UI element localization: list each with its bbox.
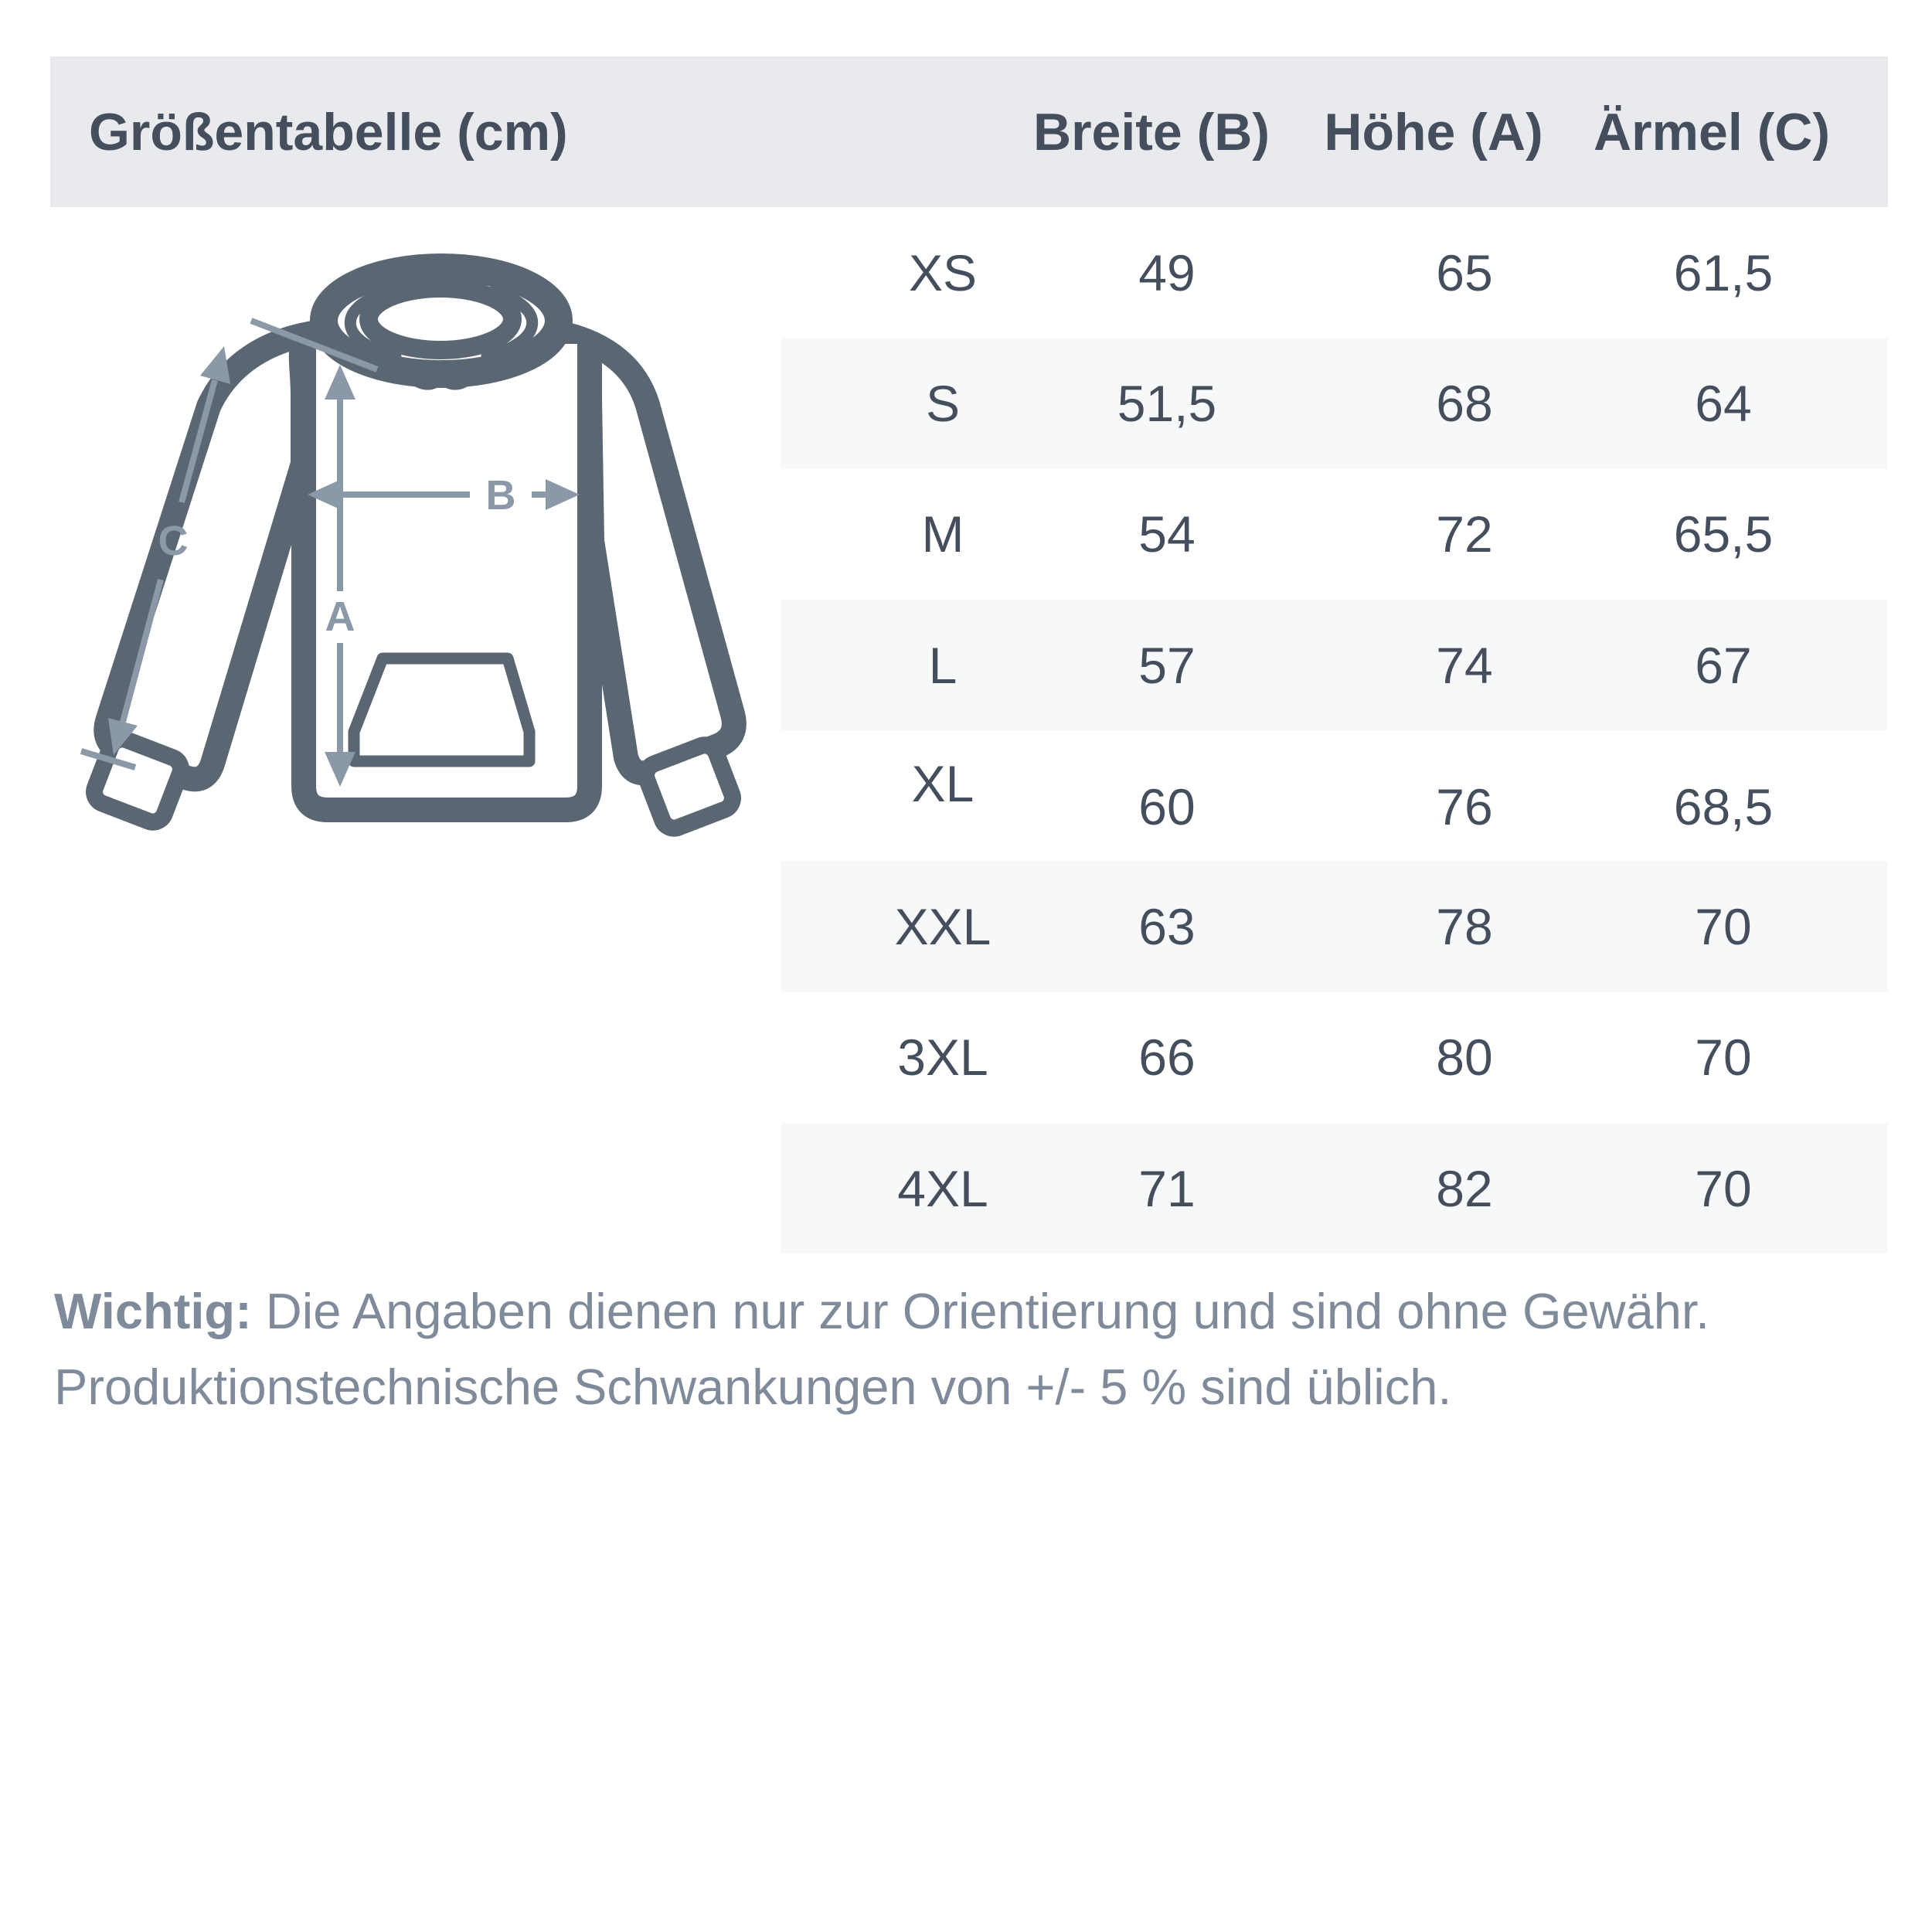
hoodie-measurement-diagram bbox=[46, 201, 781, 881]
table-row-m bbox=[781, 469, 1888, 600]
hoehe-cell: 78 bbox=[1436, 898, 1493, 956]
hoodie-right-cuff-icon bbox=[642, 742, 736, 832]
table-header-bar bbox=[50, 56, 1888, 207]
measure-b-label: B bbox=[485, 472, 516, 519]
size-cell: XS bbox=[908, 243, 978, 301]
size-cell: XL bbox=[911, 754, 975, 812]
table-row-xs bbox=[781, 207, 1888, 338]
disclaimer-bold-word: Wichtig: bbox=[54, 1283, 252, 1339]
hoehe-cell: 72 bbox=[1436, 505, 1493, 563]
size-cell: XXL bbox=[894, 898, 992, 956]
table-row-s bbox=[781, 338, 1888, 468]
hoehe-cell: 76 bbox=[1436, 777, 1493, 835]
column-header-hoehe: Höhe (A) bbox=[1324, 102, 1543, 162]
size-cell: S bbox=[925, 374, 961, 432]
column-header-breite: Breite (B) bbox=[1032, 102, 1270, 162]
disclaimer-note bbox=[54, 1274, 1878, 1425]
hoehe-cell: 74 bbox=[1436, 636, 1493, 694]
size-cell: M bbox=[921, 505, 964, 563]
aermel-cell: 68,5 bbox=[1673, 777, 1774, 835]
measure-c-label: C bbox=[158, 518, 189, 564]
hoodie-pocket-icon bbox=[354, 658, 529, 761]
aermel-cell: 70 bbox=[1695, 1029, 1752, 1087]
aermel-cell: 64 bbox=[1695, 374, 1752, 432]
hoehe-cell: 82 bbox=[1436, 1159, 1493, 1217]
disclaimer-line-1 bbox=[54, 1274, 1878, 1349]
size-cell: L bbox=[928, 636, 957, 694]
aermel-cell: 67 bbox=[1695, 636, 1752, 694]
disclaimer-line-2: Produktionstechnische Schwankungen von +/- 5 % sind üblich. bbox=[54, 1359, 1452, 1415]
aermel-cell: 70 bbox=[1695, 1159, 1752, 1217]
measure-a-label: A bbox=[325, 594, 355, 640]
hoodie-left-cuff-icon bbox=[90, 736, 184, 826]
breite-cell: 71 bbox=[1138, 1159, 1196, 1217]
breite-cell: 54 bbox=[1138, 505, 1196, 563]
hoehe-cell: 68 bbox=[1436, 374, 1493, 432]
breite-cell: 49 bbox=[1138, 243, 1196, 301]
breite-cell: 57 bbox=[1138, 636, 1196, 694]
breite-cell: 51,5 bbox=[1117, 374, 1217, 432]
hood-opening-icon bbox=[369, 288, 512, 350]
aermel-cell: 70 bbox=[1695, 898, 1752, 956]
table-row-4xl bbox=[781, 1123, 1888, 1253]
size-cell: 4XL bbox=[897, 1159, 988, 1217]
size-cell: 3XL bbox=[897, 1029, 988, 1087]
hood-notch-icon bbox=[411, 379, 471, 386]
hoehe-cell: 80 bbox=[1436, 1029, 1493, 1087]
aermel-cell: 65,5 bbox=[1673, 505, 1774, 563]
size-table bbox=[781, 207, 1888, 1253]
aermel-cell: 61,5 bbox=[1673, 243, 1774, 301]
table-row-xxl bbox=[781, 861, 1888, 992]
breite-cell: 60 bbox=[1138, 777, 1196, 835]
page-title: Größentabelle (cm) bbox=[89, 102, 568, 162]
column-header-aermel: Ärmel (C) bbox=[1593, 102, 1831, 162]
table-row-3xl bbox=[781, 992, 1888, 1123]
table-row-xl bbox=[781, 730, 1888, 861]
table-row-l bbox=[781, 600, 1888, 730]
breite-cell: 63 bbox=[1138, 898, 1196, 956]
hoehe-cell: 65 bbox=[1436, 243, 1493, 301]
breite-cell: 66 bbox=[1138, 1029, 1196, 1087]
disclaimer-line-1-text: Die Angaben dienen nur zur Orientierung und sind ohne Gewähr. bbox=[251, 1283, 1710, 1339]
